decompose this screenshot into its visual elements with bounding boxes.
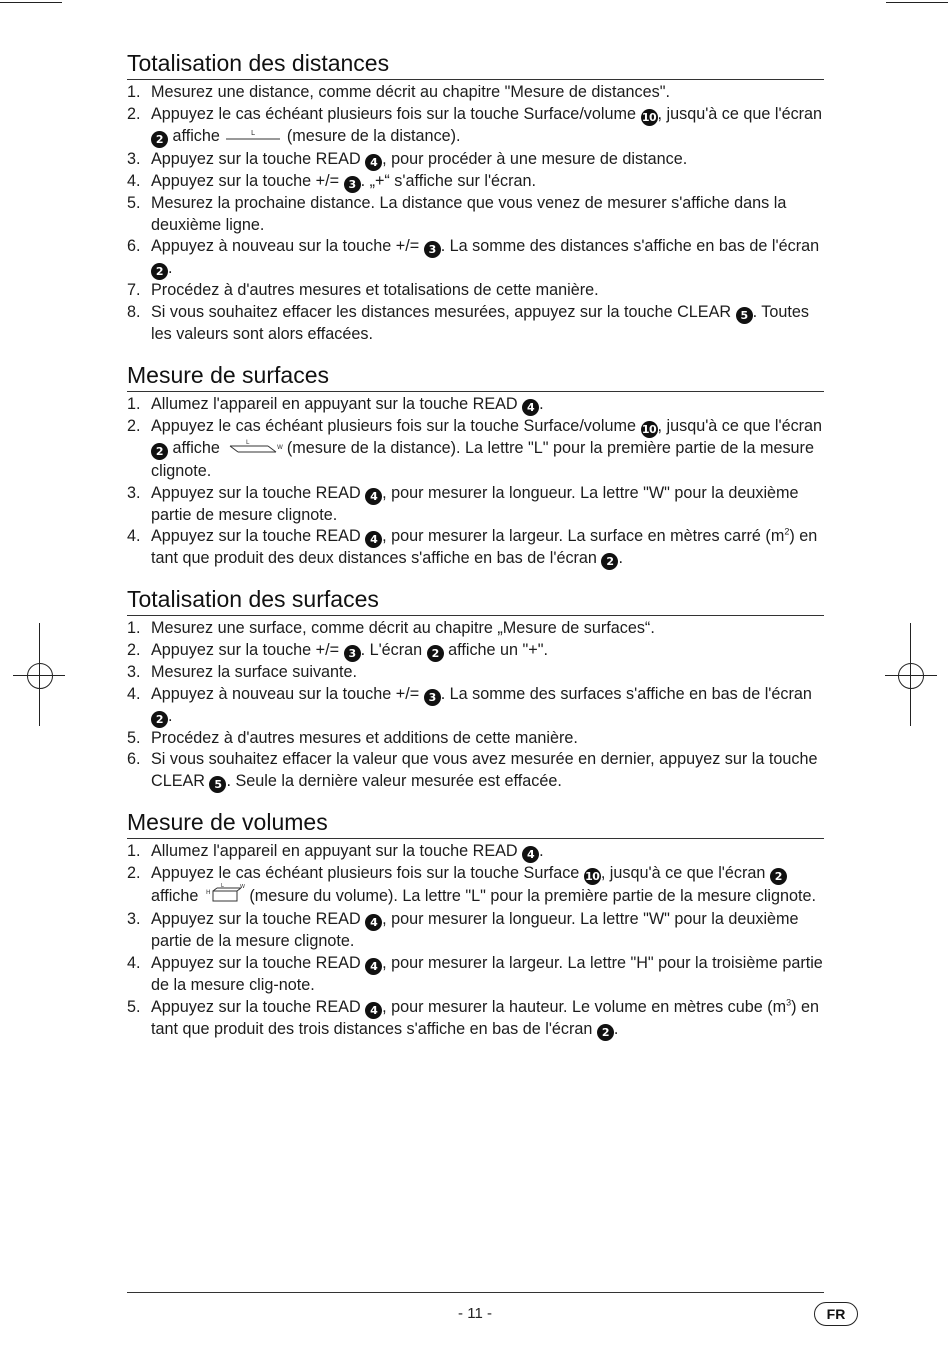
step-item — [127, 841, 824, 863]
step-text: affiche — [168, 438, 225, 457]
key-reference-badge: 5 — [209, 776, 226, 793]
step-item — [127, 193, 824, 236]
section — [127, 48, 824, 346]
step-text: affiche — [151, 886, 203, 905]
step-number: 2. — [127, 863, 141, 882]
step-number: 3. — [127, 662, 141, 681]
page-number: - 11 - — [458, 1305, 492, 1322]
key-reference-badge: 2 — [601, 553, 618, 570]
step-text: affiche — [168, 126, 225, 145]
step-text: (mesure de la distance). La lettre "L" pour la première partie de la mesure clignote. — [151, 438, 814, 481]
key-reference-badge: 4 — [365, 958, 382, 975]
step-item — [127, 684, 824, 728]
step-text: . — [539, 394, 544, 413]
step-number: 6. — [127, 237, 141, 256]
lcd-distance-icon — [224, 127, 282, 150]
step-item — [127, 953, 824, 997]
step-number: 5. — [127, 997, 141, 1016]
step-number: 5. — [127, 194, 141, 213]
step-text: . „+“ s'affiche sur l'écran. — [360, 172, 537, 191]
step-text: , pour mesurer la largeur. La surface en mètres carré (m — [382, 527, 785, 546]
step-text: Allumez l'appareil en appuyant sur la touche READ — [151, 394, 523, 413]
svg-text:W: W — [277, 443, 284, 451]
key-reference-badge: 3 — [344, 176, 361, 193]
step-text: Appuyez sur la touche READ — [151, 527, 366, 546]
step-text: . — [539, 841, 544, 860]
step-list — [127, 618, 824, 792]
language-badge: FR — [814, 1302, 858, 1326]
step-number: 4. — [127, 172, 141, 191]
step-text: , pour procéder à une mesure de distance. — [382, 150, 688, 169]
step-text: , jusqu'à ce que l'écran — [600, 863, 770, 882]
key-reference-badge: 10 — [641, 422, 657, 436]
step-number: 1. — [127, 394, 141, 413]
key-reference-badge: 4 — [522, 399, 539, 416]
step-text: . Toutes les valeurs sont alors effacées. — [151, 302, 809, 343]
step-item — [127, 280, 824, 302]
section-heading: Totalisation des distances — [127, 48, 824, 80]
superscript: 3 — [786, 997, 792, 1008]
step-number: 1. — [127, 619, 141, 638]
step-item — [127, 416, 824, 483]
step-list — [127, 394, 824, 571]
key-reference-badge: 4 — [365, 488, 382, 505]
step-number: 2. — [127, 640, 141, 659]
step-text: . Seule la dernière valeur mesurée est effacée. — [226, 771, 562, 790]
section — [127, 360, 824, 571]
svg-text:L: L — [251, 128, 256, 137]
step-text: Appuyez à nouveau sur la touche +/= — [151, 237, 424, 256]
step-text: Appuyez sur la touche READ — [151, 997, 366, 1016]
step-item — [127, 104, 824, 150]
step-text: Procédez à d'autres mesures et additions de cette manière. — [151, 728, 578, 747]
step-text: Appuyez le cas échéant plusieurs fois sur la touche Surface — [151, 863, 584, 882]
step-number: 2. — [127, 416, 141, 435]
step-number: 4. — [127, 953, 141, 972]
step-list — [127, 82, 824, 346]
step-item — [127, 526, 824, 570]
step-text: Mesurez une distance, comme décrit au chapitre "Mesure de distances". — [151, 83, 670, 101]
step-text: , jusqu'à ce que l'écran — [657, 416, 823, 435]
step-item — [127, 997, 824, 1041]
lcd-volume-icon — [203, 882, 245, 910]
section — [127, 807, 824, 1041]
step-number: 2. — [127, 104, 141, 123]
step-text: Appuyez le cas échéant plusieurs fois sur la touche Surface/volume — [151, 416, 641, 435]
step-number: 7. — [127, 281, 141, 300]
step-list — [127, 841, 824, 1041]
key-reference-badge: 4 — [365, 1002, 382, 1019]
section-heading: Mesure de volumes — [127, 807, 824, 839]
step-item — [127, 728, 824, 750]
step-text: ) en tant que produit des trois distances s'affiche en bas de l'écran — [151, 997, 820, 1038]
step-item — [127, 483, 824, 527]
step-text: . — [613, 1019, 619, 1038]
key-reference-badge: 3 — [424, 689, 441, 706]
svg-text:L: L — [220, 882, 224, 889]
key-reference-badge: 2 — [151, 711, 168, 728]
step-text: Mesurez la surface suivante. — [151, 662, 358, 681]
footer-rule — [127, 1292, 824, 1293]
svg-text:H: H — [205, 888, 211, 896]
svg-text:W: W — [239, 883, 245, 890]
section — [127, 584, 824, 792]
step-text: . — [618, 549, 623, 568]
step-text: Si vous souhaitez effacer la valeur que vous avez mesurée en dernier, appuyez sur la touche CLEAR — [151, 750, 818, 790]
step-number: 3. — [127, 483, 141, 502]
step-number: 4. — [127, 527, 141, 546]
key-reference-badge: 2 — [597, 1024, 614, 1041]
step-text: Appuyez sur la touche +/= — [151, 640, 344, 659]
svg-text:L: L — [246, 438, 250, 446]
step-text: (mesure de la distance). — [282, 126, 461, 145]
step-text: (mesure du volume). La lettre "L" pour la première partie de la mesure clignote. — [244, 886, 817, 905]
step-item — [127, 749, 824, 793]
step-text: Appuyez sur la touche READ — [151, 910, 366, 929]
step-text: Appuyez à nouveau sur la touche +/= — [151, 684, 424, 703]
step-text: affiche un "+". — [443, 640, 548, 659]
key-reference-badge: 4 — [365, 531, 382, 548]
step-item — [127, 618, 824, 640]
step-number: 5. — [127, 728, 141, 747]
step-item — [127, 302, 824, 346]
step-text: Appuyez sur la touche +/= — [151, 172, 344, 191]
step-item — [127, 662, 824, 684]
superscript: 2 — [784, 526, 790, 537]
key-reference-badge: 4 — [522, 846, 539, 863]
key-reference-badge: 2 — [427, 645, 444, 662]
registration-circle-right — [898, 663, 924, 689]
key-reference-badge: 10 — [585, 869, 600, 883]
step-text: . La somme des distances s'affiche en bas de l'écran — [440, 237, 820, 256]
key-reference-badge: 3 — [344, 645, 361, 662]
key-reference-badge: 2 — [151, 263, 168, 280]
step-text: , jusqu'à ce que l'écran — [657, 104, 823, 123]
registration-circle-left — [27, 663, 53, 689]
step-text: Appuyez sur la touche READ — [151, 483, 366, 502]
crop-mark-top-right — [886, 2, 948, 3]
step-text: Appuyez sur la touche READ — [151, 150, 366, 169]
step-item — [127, 149, 824, 171]
step-number: 1. — [127, 83, 141, 101]
step-item — [127, 236, 824, 280]
lcd-surface-icon — [224, 439, 282, 462]
step-text: Appuyez sur la touche READ — [151, 953, 366, 972]
key-reference-badge: 2 — [770, 868, 787, 885]
step-text: . La somme des surfaces s'affiche en bas de l'écran — [440, 684, 812, 703]
step-item — [127, 909, 824, 953]
step-text: , pour mesurer la hauteur. Le volume en mètres cube (m — [382, 997, 787, 1016]
step-number: 8. — [127, 302, 141, 321]
step-item — [127, 82, 824, 104]
step-text: , pour mesurer la longueur. La lettre "W" pour la deuxième partie de mesure clignote. — [151, 483, 799, 524]
crop-mark-top-left — [0, 2, 62, 3]
step-text: , pour mesurer la longueur. La lettre "W" pour la deuxième partie de la mesure clignote. — [151, 910, 799, 951]
step-item — [127, 171, 824, 193]
step-number: 4. — [127, 684, 141, 703]
step-text: . — [168, 259, 173, 278]
step-text: Mesurez la prochaine distance. La distance que vous venez de mesurer s'affiche dans la deuxième ligne. — [151, 194, 787, 234]
key-reference-badge: 3 — [424, 241, 441, 258]
step-item — [127, 863, 824, 910]
key-reference-badge: 2 — [151, 443, 168, 460]
step-number: 3. — [127, 150, 141, 169]
step-number: 6. — [127, 750, 141, 769]
step-text: Mesurez une surface, comme décrit au chapitre „Mesure de surfaces“. — [151, 619, 655, 638]
key-reference-badge: 4 — [365, 914, 382, 931]
key-reference-badge: 2 — [151, 131, 168, 148]
key-reference-badge: 5 — [736, 307, 753, 324]
step-text: . L'écran — [360, 640, 427, 659]
key-reference-badge: 10 — [641, 110, 657, 124]
key-reference-badge: 4 — [365, 154, 382, 171]
step-number: 3. — [127, 910, 141, 929]
step-text: Allumez l'appareil en appuyant sur la touche READ — [151, 841, 523, 860]
section-heading: Mesure de surfaces — [127, 360, 824, 392]
step-text: . — [168, 706, 173, 725]
section-heading: Totalisation des surfaces — [127, 584, 824, 616]
document-body — [127, 48, 824, 1055]
step-number: 1. — [127, 841, 141, 860]
step-item — [127, 394, 824, 416]
step-text: Procédez à d'autres mesures et totalisations de cette manière. — [151, 281, 599, 300]
step-item — [127, 640, 824, 662]
step-text: , pour mesurer la largeur. La lettre "H" pour la troisième partie de la mesure clig-note. — [151, 953, 823, 994]
step-text: Appuyez le cas échéant plusieurs fois sur la touche Surface/volume — [151, 104, 641, 123]
step-text: ) en tant que produit des deux distances s'affiche en bas de l'écran — [151, 527, 818, 568]
step-text: Si vous souhaitez effacer les distances mesurées, appuyez sur la touche CLEAR — [151, 302, 736, 321]
